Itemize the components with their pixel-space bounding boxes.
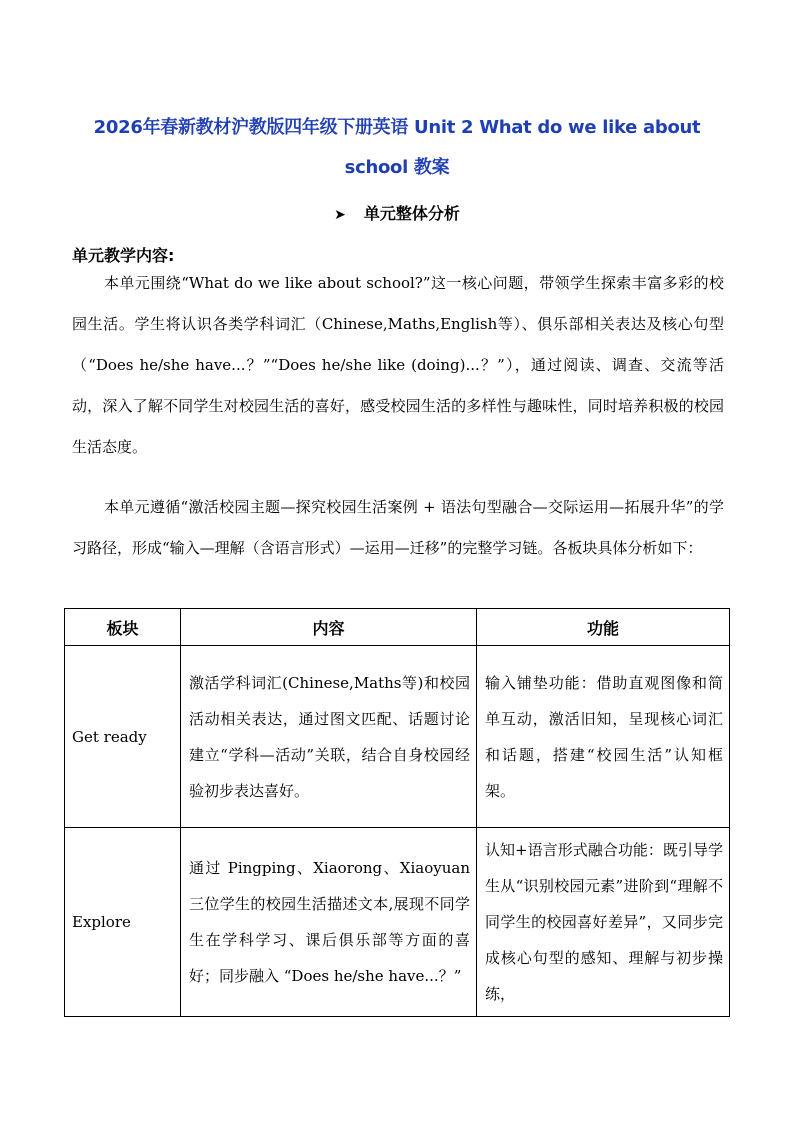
arrow-bullet-icon: ➤ [334, 207, 346, 223]
title-line-2: school 教案 [344, 157, 450, 178]
content-label: 单元教学内容: [72, 246, 175, 265]
section-heading-text: 单元整体分析 [363, 204, 460, 223]
analysis-table [64, 608, 730, 1017]
table-row [65, 646, 730, 828]
table-row [65, 828, 730, 1017]
paragraph-2: 本单元遵循“激活校园主题—探究校园生活案例 + 语法句型融合—交际运用—拓展升华”的学习路径，形成“输入—理解（含语言形式）—运用—迁移”的完整学习链。各板块具体分析如下： [72, 498, 724, 557]
header-section: 板块 [65, 609, 181, 646]
row-content: 通过 Pingping、Xiaorong、Xiaoyuan 三位学生的校园生活描述文本,展现不同学生在学科学习、课后俱乐部等方面的喜好；同步融入 “Does he/she have...？” [181, 828, 477, 1017]
row-name: Get ready [65, 646, 181, 828]
row-name: Explore [65, 828, 181, 1017]
header-function: 功能 [477, 609, 730, 646]
paragraph-1: 本单元围绕“What do we like about school?”这一核心问题，带领学生探索丰富多彩的校园生活。学生将认识各类学科词汇（Chinese,Maths,English等）、俱乐部相关表达及核心句型（“Does he/she have...？”“Does he/she like (doing)...？”），通过阅读、调查、交流等活动，深入了解不同学生对校园生活的喜好，感受校园生活的多样性与趣味性，同时培养积极的校园生活态度。 [72, 274, 724, 456]
table-header-row [65, 609, 730, 646]
row-content: 激活学科词汇(Chinese,Maths等)和校园活动相关表达，通过图文匹配、话题讨论建立“学科—活动”关联，结合自身校园经验初步表达喜好。 [181, 646, 477, 828]
row-function: 输入铺垫功能：借助直观图像和简单互动，激活旧知，呈现核心词汇和话题，搭建“校园生活”认知框架。 [477, 646, 730, 828]
title-line-1: 2026年春新教材沪教版四年级下册英语 Unit 2 What do we like about [93, 117, 701, 138]
document-title [60, 108, 734, 188]
row-function: 认知+语言形式融合功能：既引导学生从“识别校园元素”进阶到“理解不同学生的校园喜好差异”，又同步完成核心句型的感知、理解与初步操练， [477, 828, 730, 1017]
header-content: 内容 [181, 609, 477, 646]
section-heading [0, 200, 794, 229]
